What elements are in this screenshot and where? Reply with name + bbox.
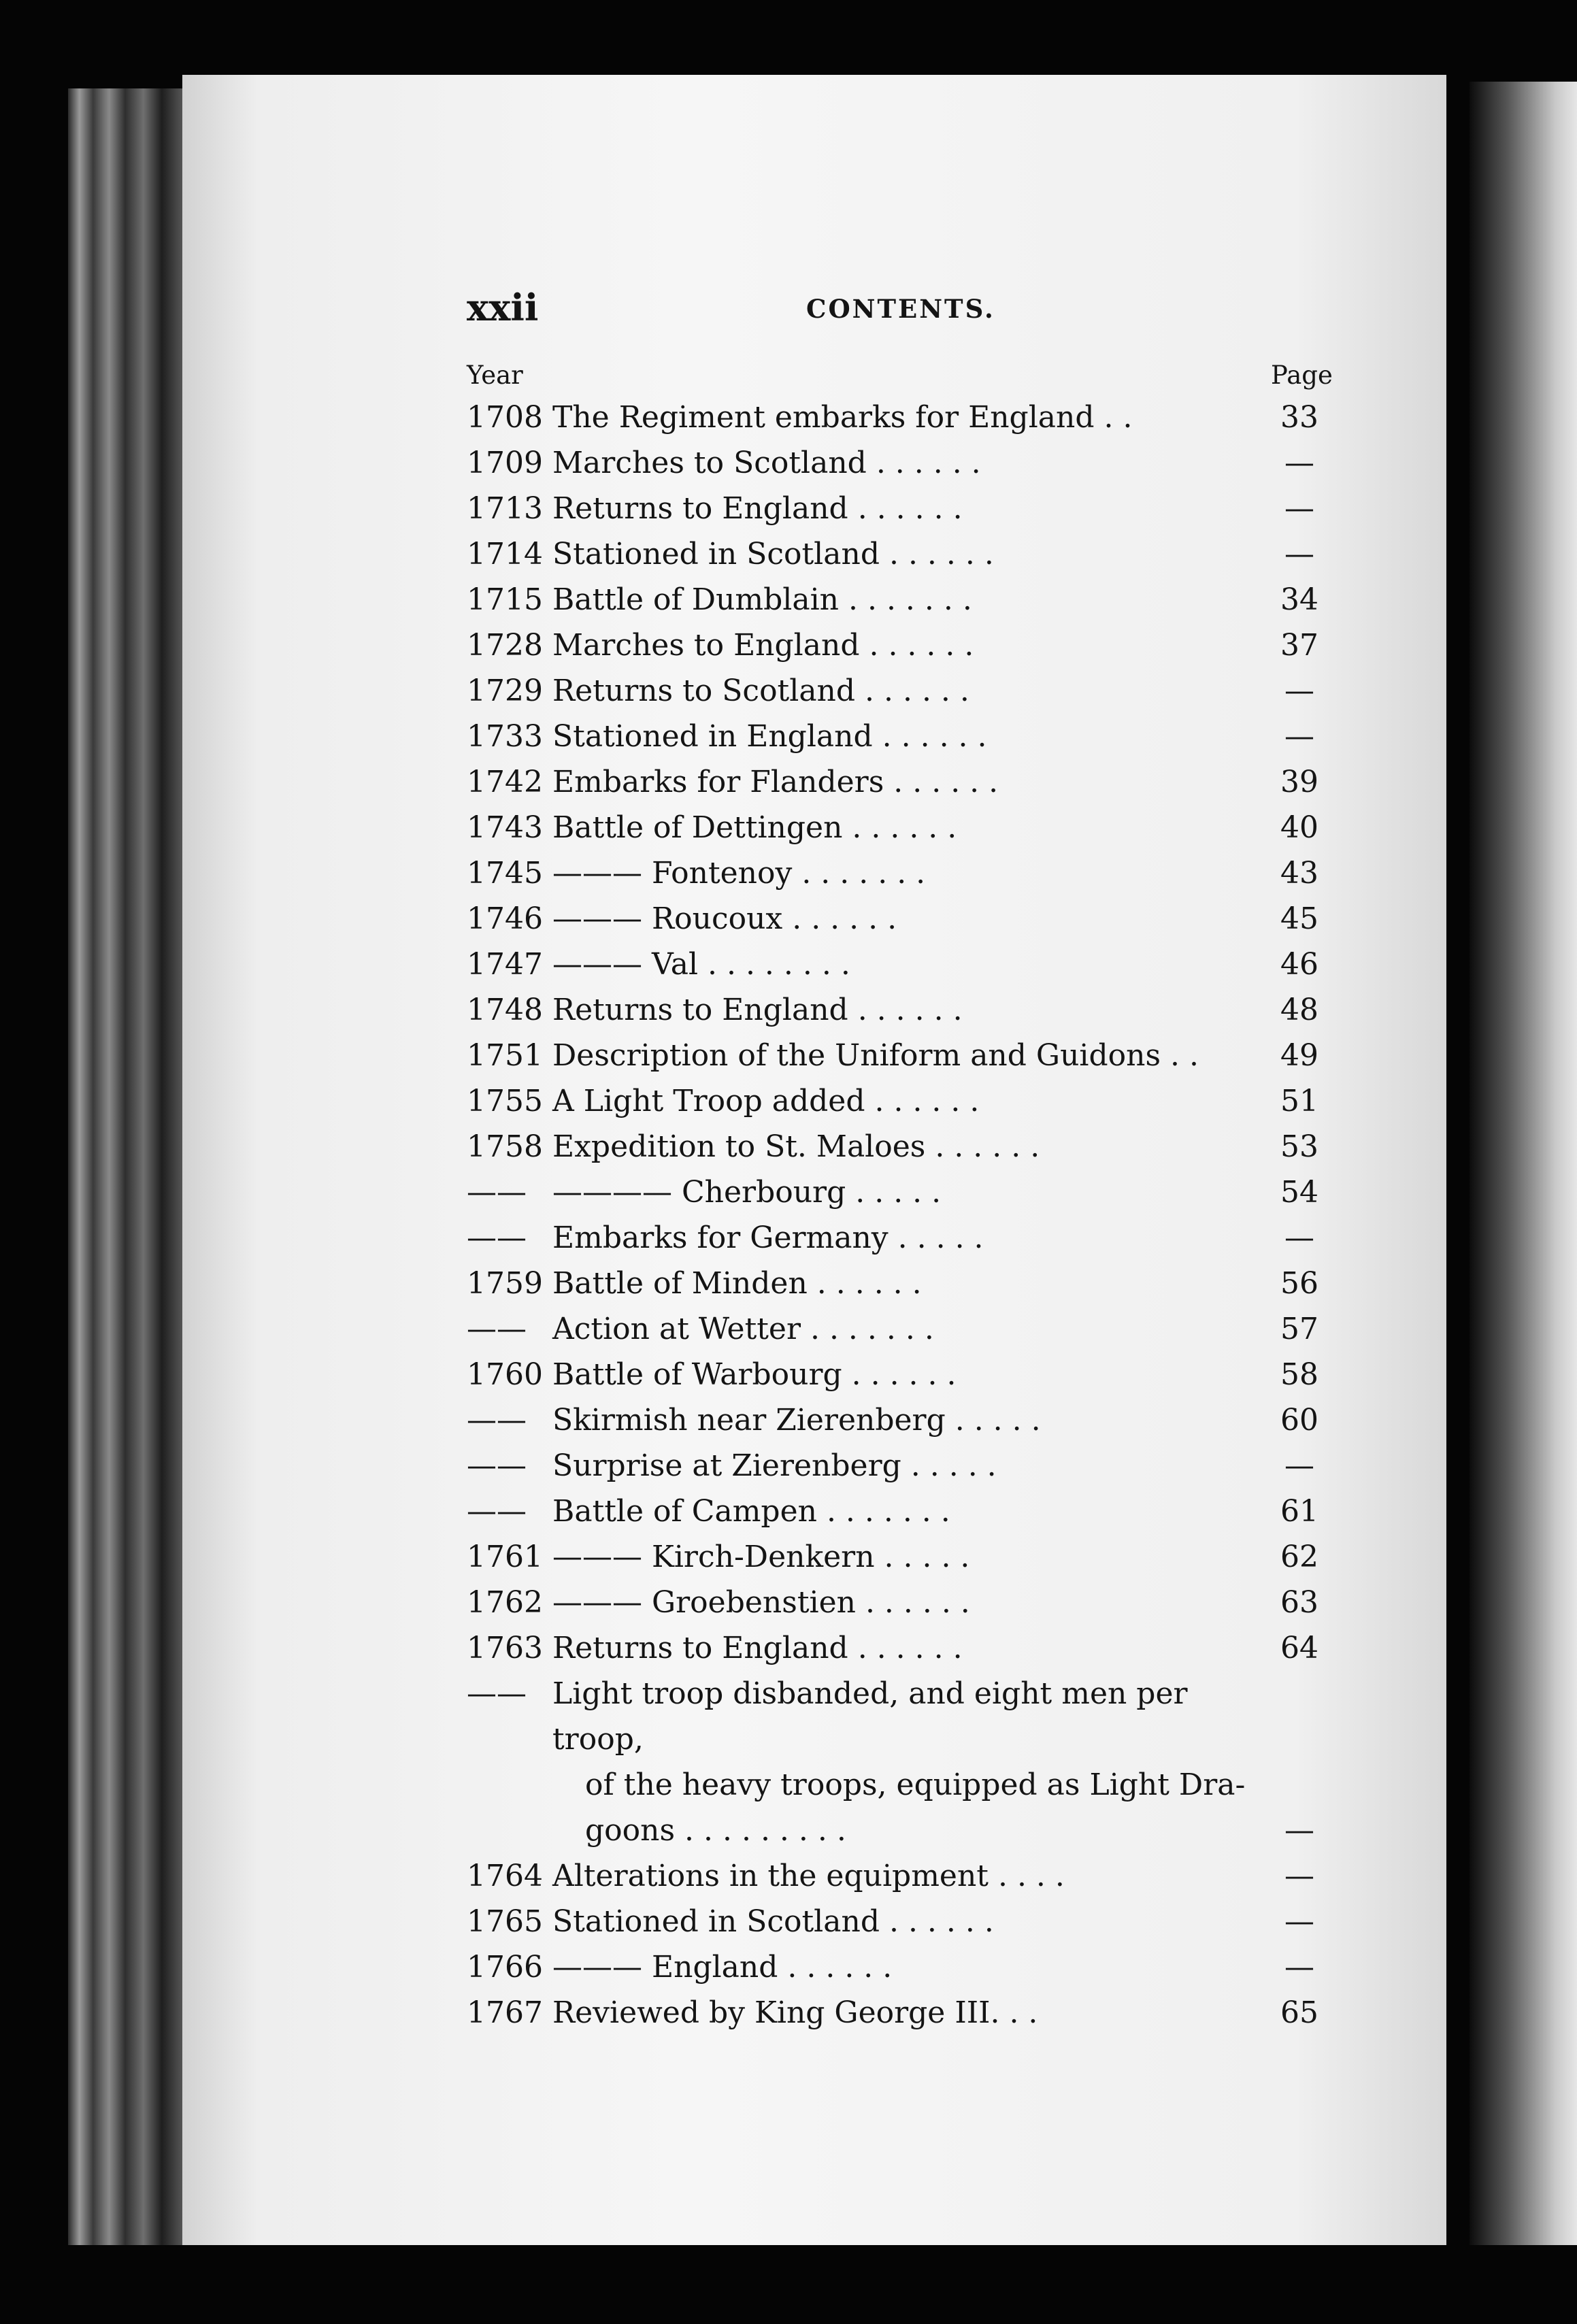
entry-page: 53 <box>1280 1129 1318 1164</box>
contents-list <box>467 395 1340 2036</box>
entry-year: —— <box>467 1448 527 1483</box>
entry-title: Battle of Dettingen . . . . . . <box>552 810 957 845</box>
contents-row <box>467 440 1340 486</box>
entry-year: 1745 <box>467 856 543 891</box>
entry-title: Skirmish near Zierenberg . . . . . <box>552 1403 1041 1438</box>
entry-title: Battle of Dumblain . . . . . . . <box>552 582 972 617</box>
entry-page: — <box>1284 491 1314 526</box>
contents-row <box>467 1489 1340 1534</box>
entry-page: 64 <box>1280 1631 1318 1665</box>
entry-page: 51 <box>1280 1084 1318 1118</box>
entry-year: 1765 <box>467 1904 543 1939</box>
year-column-header: Year <box>467 361 523 390</box>
entry-title: Alterations in the equipment . . . . <box>552 1859 1065 1893</box>
entry-year: 1747 <box>467 947 543 982</box>
contents-row <box>467 1671 1340 1853</box>
entry-title: ——— Roucoux . . . . . . <box>552 901 897 936</box>
contents-row <box>467 1625 1340 1671</box>
contents-row <box>467 1215 1340 1261</box>
entry-title: ——— England . . . . . . <box>552 1950 893 1985</box>
entry-year: 1742 <box>467 765 543 799</box>
contents-row <box>467 805 1340 850</box>
contents-row <box>467 759 1340 805</box>
entry-title: The Regiment embarks for England . . <box>552 400 1133 435</box>
contents-row <box>467 1580 1340 1625</box>
entry-page: — <box>1284 1950 1314 1985</box>
entry-year: 1758 <box>467 1129 543 1164</box>
entry-title: Surprise at Zierenberg . . . . . <box>552 1448 997 1483</box>
entry-title-line: Light troop disbanded, and eight men per troop, <box>552 1676 1188 1757</box>
entry-title: Battle of Minden . . . . . . <box>552 1266 922 1301</box>
book-left-edge <box>68 88 182 2245</box>
contents-row <box>467 942 1340 987</box>
entry-year: 1733 <box>467 719 543 754</box>
entry-title: Battle of Warbourg . . . . . . <box>552 1357 957 1392</box>
entry-page: 49 <box>1280 1038 1318 1073</box>
entry-title: Expedition to St. Maloes . . . . . . <box>552 1129 1040 1164</box>
entry-page: — <box>1284 1904 1314 1939</box>
entry-year: —— <box>467 1312 527 1346</box>
contents-row <box>467 486 1340 531</box>
entry-title: Marches to England . . . . . . <box>552 628 974 663</box>
contents-row <box>467 896 1340 942</box>
entry-year: 1714 <box>467 537 543 571</box>
entry-page: 34 <box>1280 582 1318 617</box>
contents-row <box>467 1124 1340 1169</box>
entry-title: ———— Cherbourg . . . . . <box>552 1175 942 1210</box>
entry-title: ——— Groebenstien . . . . . . <box>552 1585 970 1620</box>
entry-page: 61 <box>1280 1494 1318 1529</box>
entry-year: 1713 <box>467 491 543 526</box>
entry-title: Stationed in England . . . . . . <box>552 719 987 754</box>
entry-year: 1755 <box>467 1084 543 1118</box>
entry-page: 54 <box>1280 1175 1318 1210</box>
entry-page: 65 <box>1280 1995 1318 2030</box>
entry-year: 1746 <box>467 901 543 936</box>
contents-row <box>467 622 1340 668</box>
entry-title: Action at Wetter . . . . . . . <box>552 1312 934 1346</box>
page-number: xxii <box>467 286 539 329</box>
entry-title-line: goons . . . . . . . . . <box>585 1813 846 1848</box>
entry-page: 43 <box>1280 856 1318 891</box>
entry-title: ——— Kirch-Denkern . . . . . <box>552 1540 970 1574</box>
entry-page: 58 <box>1280 1357 1318 1392</box>
entry-page: 62 <box>1280 1540 1318 1574</box>
contents-row <box>467 1033 1340 1078</box>
entry-page: 56 <box>1280 1266 1318 1301</box>
contents-row <box>467 1443 1340 1489</box>
contents-row <box>467 1397 1340 1443</box>
contents-row <box>467 1352 1340 1397</box>
entry-page: 60 <box>1280 1403 1318 1438</box>
entry-page: — <box>1284 1813 1314 1848</box>
entry-year: 1761 <box>467 1540 543 1574</box>
page-title: CONTENTS. <box>806 294 995 324</box>
contents-row <box>467 1853 1340 1899</box>
entry-page: — <box>1284 537 1314 571</box>
entry-year: —— <box>467 1221 527 1255</box>
entry-year: 1766 <box>467 1950 543 1985</box>
entry-year: 1715 <box>467 582 543 617</box>
entry-page: — <box>1284 446 1314 480</box>
entry-page: 37 <box>1280 628 1318 663</box>
entry-page: 46 <box>1280 947 1318 982</box>
page-column-header: Page <box>1271 361 1333 390</box>
entry-title: Returns to England . . . . . . <box>552 491 963 526</box>
entry-title: Reviewed by King George III. . . <box>552 1995 1038 2030</box>
entry-year: —— <box>467 1494 527 1529</box>
contents-row <box>467 850 1340 896</box>
entry-page: — <box>1284 1448 1314 1483</box>
entry-title: Stationed in Scotland . . . . . . <box>552 1904 994 1939</box>
entry-year: 1728 <box>467 628 543 663</box>
entry-title: Returns to Scotland . . . . . . <box>552 674 969 708</box>
contents-row <box>467 395 1340 440</box>
entry-title: ——— Fontenoy . . . . . . . <box>552 856 926 891</box>
entry-title: Returns to England . . . . . . <box>552 1631 963 1665</box>
contents-row <box>467 987 1340 1033</box>
contents-row <box>467 1306 1340 1352</box>
entry-page: 63 <box>1280 1585 1318 1620</box>
entry-title: Description of the Uniform and Guidons . . <box>552 1038 1199 1073</box>
entry-page: 39 <box>1280 765 1318 799</box>
entry-page: — <box>1284 674 1314 708</box>
entry-title: Embarks for Flanders . . . . . . <box>552 765 999 799</box>
entry-year: 1763 <box>467 1631 543 1665</box>
contents-row <box>467 714 1340 759</box>
entry-title: Marches to Scotland . . . . . . <box>552 446 981 480</box>
entry-page: — <box>1284 1221 1314 1255</box>
entry-year: 1709 <box>467 446 543 480</box>
entry-title: Embarks for Germany . . . . . <box>552 1221 984 1255</box>
entry-year: 1751 <box>467 1038 543 1073</box>
book-right-edge <box>1470 82 1577 2245</box>
entry-year: 1748 <box>467 993 543 1027</box>
entry-page: 40 <box>1280 810 1318 845</box>
entry-year: 1708 <box>467 400 543 435</box>
entry-title-line: of the heavy troops, equipped as Light Dra- <box>585 1767 1246 1802</box>
contents-row <box>467 577 1340 622</box>
entry-year: 1764 <box>467 1859 543 1893</box>
contents-row <box>467 1534 1340 1580</box>
entry-title: Battle of Campen . . . . . . . <box>552 1494 950 1529</box>
contents-row <box>467 1078 1340 1124</box>
entry-year: 1759 <box>467 1266 543 1301</box>
contents-row <box>467 1261 1340 1306</box>
contents-row <box>467 668 1340 714</box>
contents-row <box>467 531 1340 577</box>
entry-title: ——— Val . . . . . . . . <box>552 947 850 982</box>
entry-page: 33 <box>1280 400 1318 435</box>
entry-page: — <box>1284 1859 1314 1893</box>
contents-row <box>467 1944 1340 1990</box>
entry-page: 48 <box>1280 993 1318 1027</box>
entry-page: 57 <box>1280 1312 1318 1346</box>
entry-year: 1767 <box>467 1995 543 2030</box>
entry-year: —— <box>467 1175 527 1210</box>
entry-title: Stationed in Scotland . . . . . . <box>552 537 994 571</box>
entry-year: 1743 <box>467 810 543 845</box>
entry-year: 1729 <box>467 674 543 708</box>
entry-year: 1760 <box>467 1357 543 1392</box>
entry-title <box>552 1671 1253 1853</box>
contents-row <box>467 1169 1340 1215</box>
entry-title: A Light Troop added . . . . . . <box>552 1084 980 1118</box>
entry-page: — <box>1284 719 1314 754</box>
contents-row <box>467 1990 1340 2036</box>
entry-title: Returns to England . . . . . . <box>552 993 963 1027</box>
entry-year: —— <box>467 1676 527 1711</box>
entry-year: 1762 <box>467 1585 543 1620</box>
entry-page: 45 <box>1280 901 1318 936</box>
entry-year: —— <box>467 1403 527 1438</box>
contents-row <box>467 1899 1340 1944</box>
